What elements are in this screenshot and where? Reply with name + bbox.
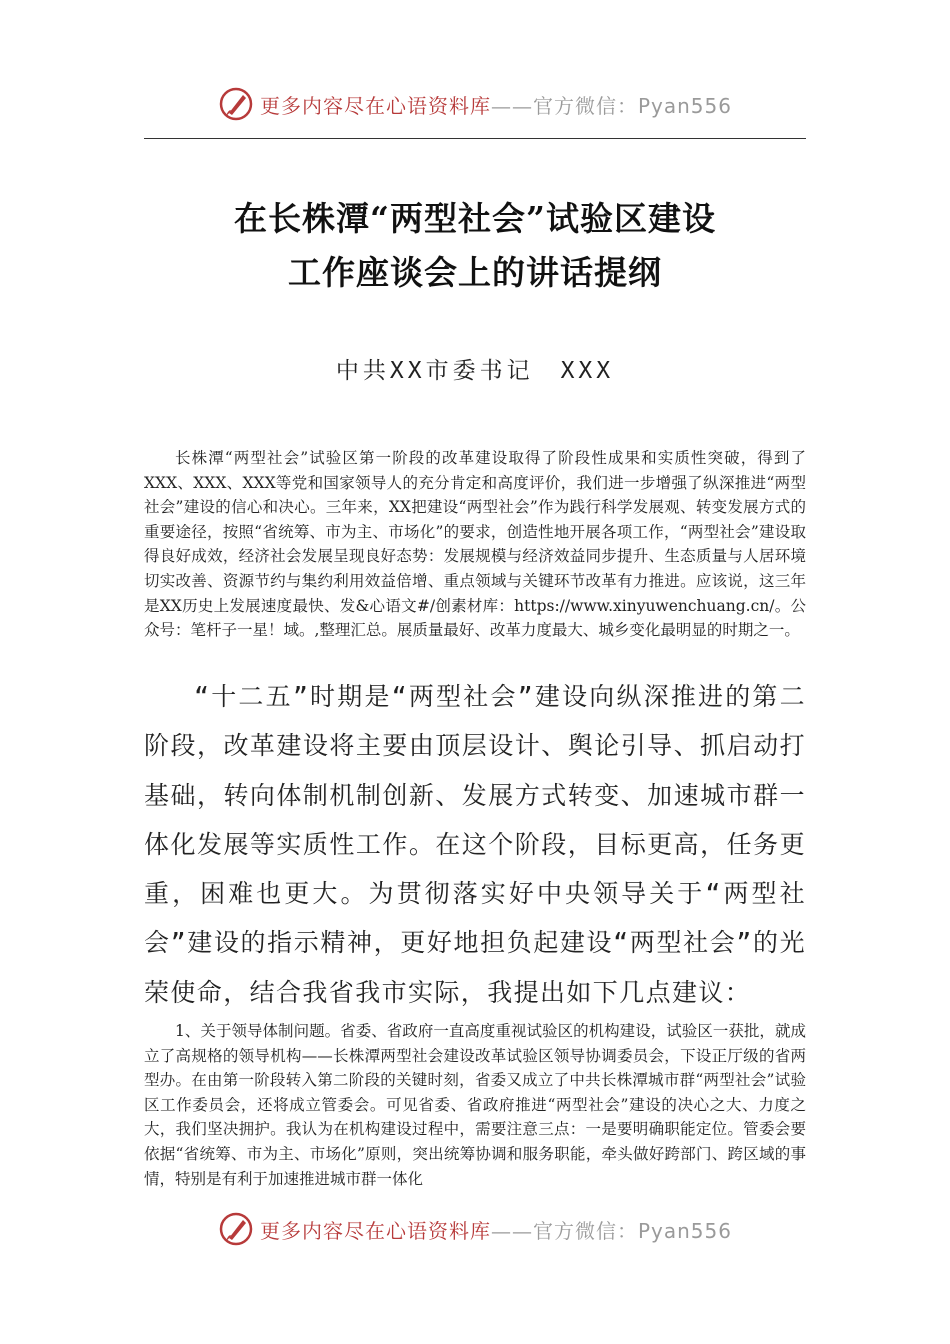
header-banner-main: 更多内容尽在心语资料库 (259, 93, 491, 118)
footer-banner-text (260, 1215, 732, 1244)
title-line-1: 在长株潭“两型社会”试验区建设 (234, 199, 716, 238)
title-line-2: 工作座谈会上的讲话提纲 (288, 253, 662, 292)
paragraph-2: “十二五”时期是“两型社会”建设向纵深推进的第二阶段，改革建设将主要由顶层设计、舆论引导、抓启动打基础，转向体制机制创新、发展方式转变、加速城市群一体化发展等实质性工作。在这个阶段，目标更高，任务更重，困难也更大。为贯彻落实好中央领导关于“两型社会”建设的指示精神，更好地担负起建设“两型社会”的光荣使命，结合我省我市实际，我提出如下几点建议： (144, 682, 806, 1007)
paragraph-1: 长株潭“两型社会”试验区第一阶段的改革建设取得了阶段性成果和实质性突破，得到了XXX、XXX、XXX等党和国家领导人的充分肯定和高度评价，我们进一步增强了纵深推进“两型社会”建设的信心和决心。三年来，XX把建设“两型社会”作为践行科学发展观、转变发展方式的重要途径，按照“省统筹、市为主、市场化”的要求，创造性地开展各项工作，“两型社会”建设取得良好成效，经济社会发展呈现良好态势：发展规模与经济效益同步提升、生态质量与人居环境切实改善、资源节约与集约利用效益倍增、重点领域与关键环节改革有力推进。应该说，这三年是XX历史上发展速度最快、发&心语文#/创素材库：https://www.xinyuwenchuang.cn/。公众号：笔杆子一星！域。,整理汇总。展质量最好、改革力度最大、城乡变化最明显的时期之一。 (144, 449, 806, 640)
paragraph-3: 1、关于领导体制问题。省委、省政府一直高度重视试验区的机构建设，试验区一获批，就成立了高规格的领导机构——长株潭两型社会建设改革试验区领导协调委员会，下设正厅级的省两型办。在由第一阶段转入第二阶段的关键时刻，省委又成立了中共长株潭城市群“两型社会”试验区工作委员会，还将成立管委会。可见省委、省政府推进“两型社会”建设的决心之大、力度之大，我们坚决拥护。我认为在机构建设过程中，需要注意三点：一是要明确职能定位。管委会要依据“省统筹、市为主、市场化”原则，突出统筹协调和服务职能，牵头做好跨部门、跨区域的事情，特别是有利于加速推进城市群一体化 (144, 1022, 806, 1188)
author-line: 中共XX市委书记 XXX (335, 358, 615, 384)
pen-logo-icon (218, 1211, 254, 1247)
document-title (144, 192, 806, 300)
header-banner-text (260, 90, 732, 119)
header-banner (0, 82, 950, 126)
header-banner-dash: —— (490, 93, 533, 118)
footer-banner-wechat: 官方微信：Pyan556 (532, 1218, 732, 1243)
pen-logo-icon (218, 86, 254, 122)
header-banner-wechat: 官方微信：Pyan556 (532, 93, 732, 118)
footer-banner-dash: —— (490, 1218, 533, 1243)
footer-banner (0, 1207, 950, 1251)
header-divider (144, 138, 806, 139)
footer-banner-main: 更多内容尽在心语资料库 (259, 1218, 491, 1243)
